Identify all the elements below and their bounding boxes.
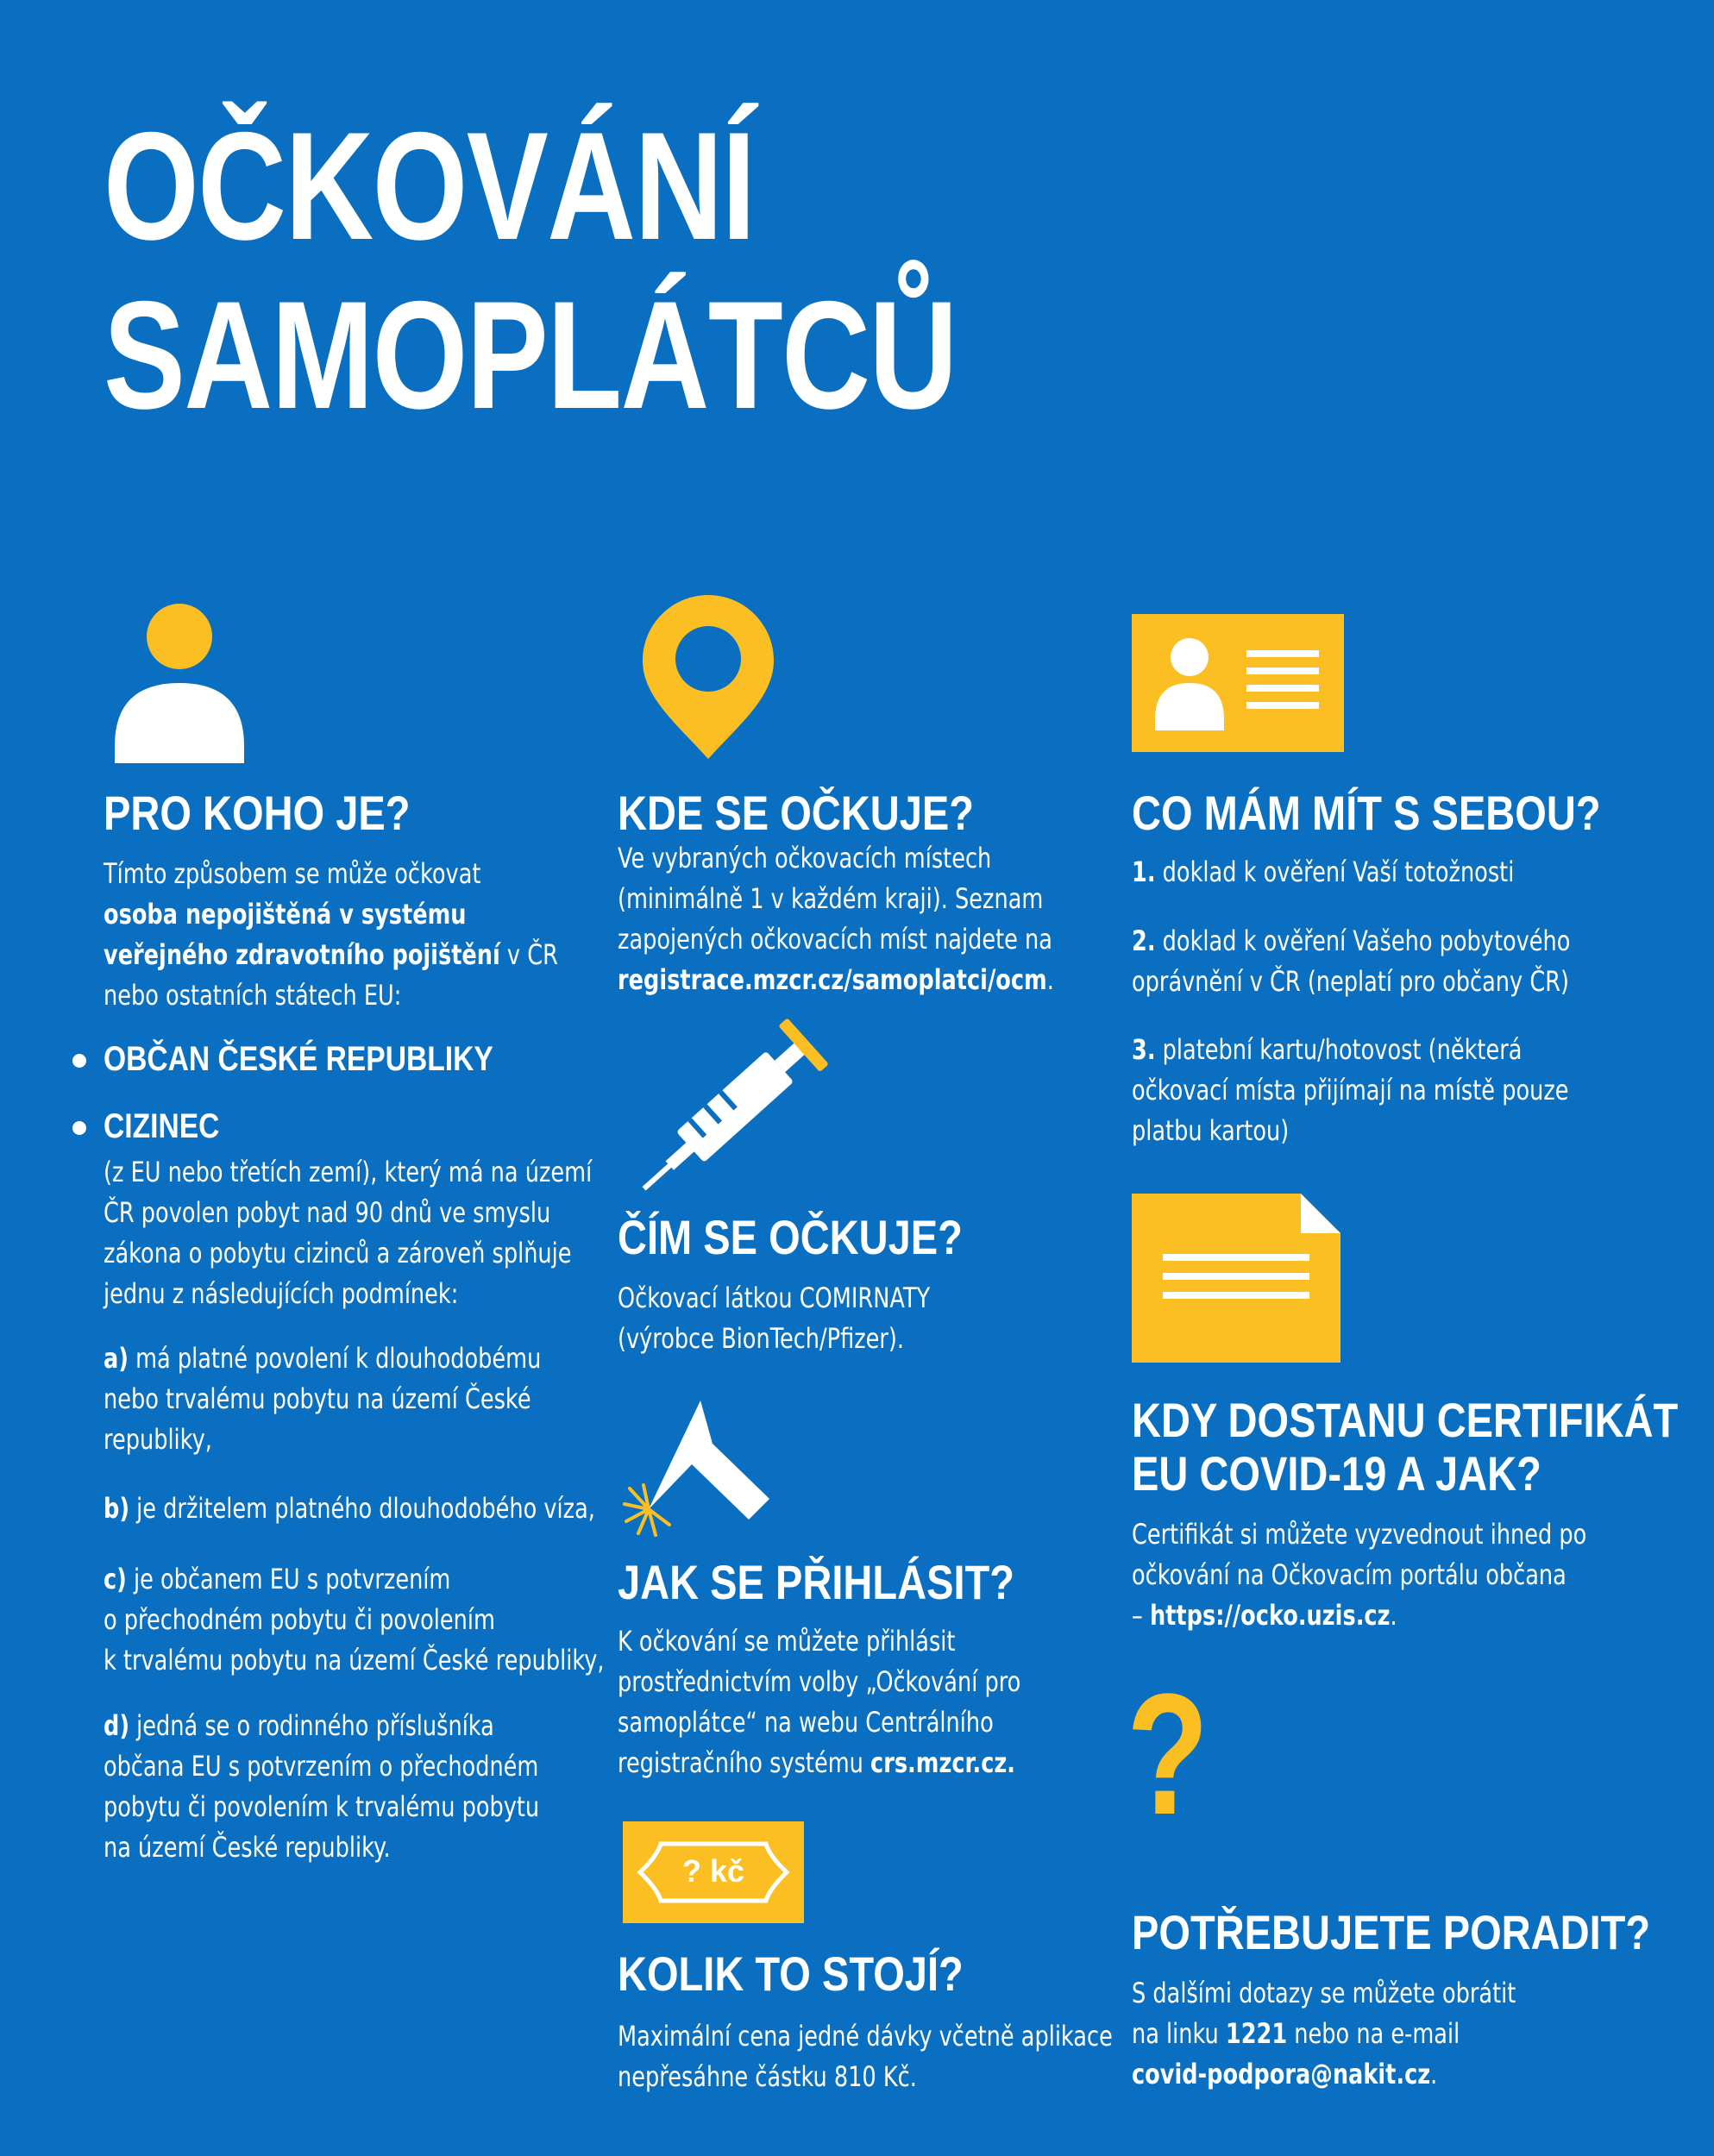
poradit-heading: POTŘEBUJETE PORADIT? bbox=[1132, 1905, 1651, 1959]
page-title bbox=[104, 102, 957, 440]
person-icon bbox=[110, 604, 248, 763]
title-line-1: OČKOVÁNÍ bbox=[104, 100, 755, 272]
bullet-obcan: OBČAN ČESKÉ REPUBLIKY bbox=[104, 1040, 493, 1078]
phone-number[interactable]: 1221 bbox=[1225, 2017, 1288, 2050]
title-line-2: SAMOPLÁTCŮ bbox=[104, 269, 957, 441]
pro-koho-intro: Tímto způsobem se může očkovat osoba nepojištěná v systému veřejného zdravotního pojištění v ČR nebo ostatních státech EU: bbox=[104, 857, 558, 1012]
jak-text: K očkování se můžete přihlásit prostřednictvím volby „Očkování pro samoplátce“ na webu Centrálního registračního systému crs.mzcr.cz. bbox=[618, 1625, 1021, 1779]
kdy-heading: KDY DOSTANU CERTIFIKÁT EU COVID-19 A JAK? bbox=[1132, 1393, 1679, 1501]
question-mark-icon: ? bbox=[1127, 1658, 1209, 1851]
jak-heading: JAK SE PŘIHLÁSIT? bbox=[618, 1555, 1015, 1609]
kdy-text: Certifikát si můžete vyzvednout ihned po očkování na Očkovacím portálu občana – https://ocko.uzis.cz. bbox=[1132, 1518, 1587, 1632]
jak-link[interactable]: crs.mzcr.cz. bbox=[870, 1746, 1016, 1779]
cursor-click-icon bbox=[618, 1395, 790, 1542]
condition-d: d) jedná se o rodinného příslušníka občana EU s potvrzením o přechodném pobytu či povolením k trvalému pobytu na území České republiky. bbox=[104, 1709, 540, 1864]
kolik-text: Maximální cena jedné dávky včetně aplikace nepřesáhne částku 810 Kč. bbox=[618, 2020, 1113, 2093]
kde-text: Ve vybraných očkovacích místech (minimálně 1 v každém kraji). Seznam zapojených očkovacích míst najdete na registrace.mzcr.cz/samoplatci/ocm. bbox=[618, 842, 1054, 996]
co-item-3: 3. platební kartu/hotovost (některá očkovací místa přijímají na místě pouze platbu kartou) bbox=[1132, 1033, 1569, 1147]
kolik-heading: KOLIK TO STOJÍ? bbox=[618, 1946, 964, 2001]
condition-b: b) je držitelem platného dlouhodobého víza, bbox=[104, 1492, 595, 1525]
kde-link[interactable]: registrace.mzcr.cz/samoplatci/ocm bbox=[618, 963, 1047, 996]
poradit-text: S dalšími dotazy se můžete obrátit na linku 1221 nebo na e-mail covid-podpora@nakit.cz. bbox=[1132, 1977, 1516, 2090]
cizinec-text: (z EU nebo třetích zemí), který má na území ČR povolen pobyt nad 90 dnů ve smyslu zákona o pobytu cizinců a zároveň splňuje jednu z následujících podmínek: bbox=[104, 1156, 593, 1310]
document-icon bbox=[1132, 1194, 1340, 1363]
co-item-1: 1. doklad k ověření Vaší totožnosti bbox=[1132, 856, 1515, 888]
co-item-2: 2. doklad k ověření Vašeho pobytového oprávnění v ČR (neplatí pro občany ČR) bbox=[1132, 924, 1571, 998]
id-card-icon bbox=[1132, 614, 1344, 752]
bullet-dot bbox=[72, 1054, 86, 1068]
location-pin-icon bbox=[643, 595, 774, 759]
syringe-icon bbox=[638, 1016, 837, 1197]
banknote-label: ? kč bbox=[681, 1853, 745, 1889]
ocko-link[interactable]: https://ocko.uzis.cz bbox=[1149, 1599, 1391, 1632]
email-link[interactable]: covid-podpora@nakit.cz bbox=[1132, 2058, 1431, 2090]
cim-heading: ČÍM SE OČKUJE? bbox=[618, 1210, 963, 1264]
banknote-icon bbox=[623, 1821, 804, 1923]
bullet-cizinec: CIZINEC bbox=[104, 1107, 220, 1145]
kde-heading: KDE SE OČKUJE? bbox=[618, 786, 974, 840]
condition-a: a) má platné povolení k dlouhodobému nebo trvalému pobytu na území České republiky, bbox=[104, 1342, 542, 1456]
bullet-dot bbox=[72, 1121, 86, 1135]
condition-c: c) je občanem EU s potvrzením o přechodném pobytu či povolením k trvalému pobytu na území České republiky, bbox=[104, 1563, 605, 1677]
co-heading: CO MÁM MÍT S SEBOU? bbox=[1132, 786, 1601, 840]
pro-koho-heading: PRO KOHO JE? bbox=[104, 786, 411, 840]
cim-text: Očkovací látkou COMIRNATY (výrobce BionTech/Pfizer). bbox=[618, 1282, 931, 1355]
